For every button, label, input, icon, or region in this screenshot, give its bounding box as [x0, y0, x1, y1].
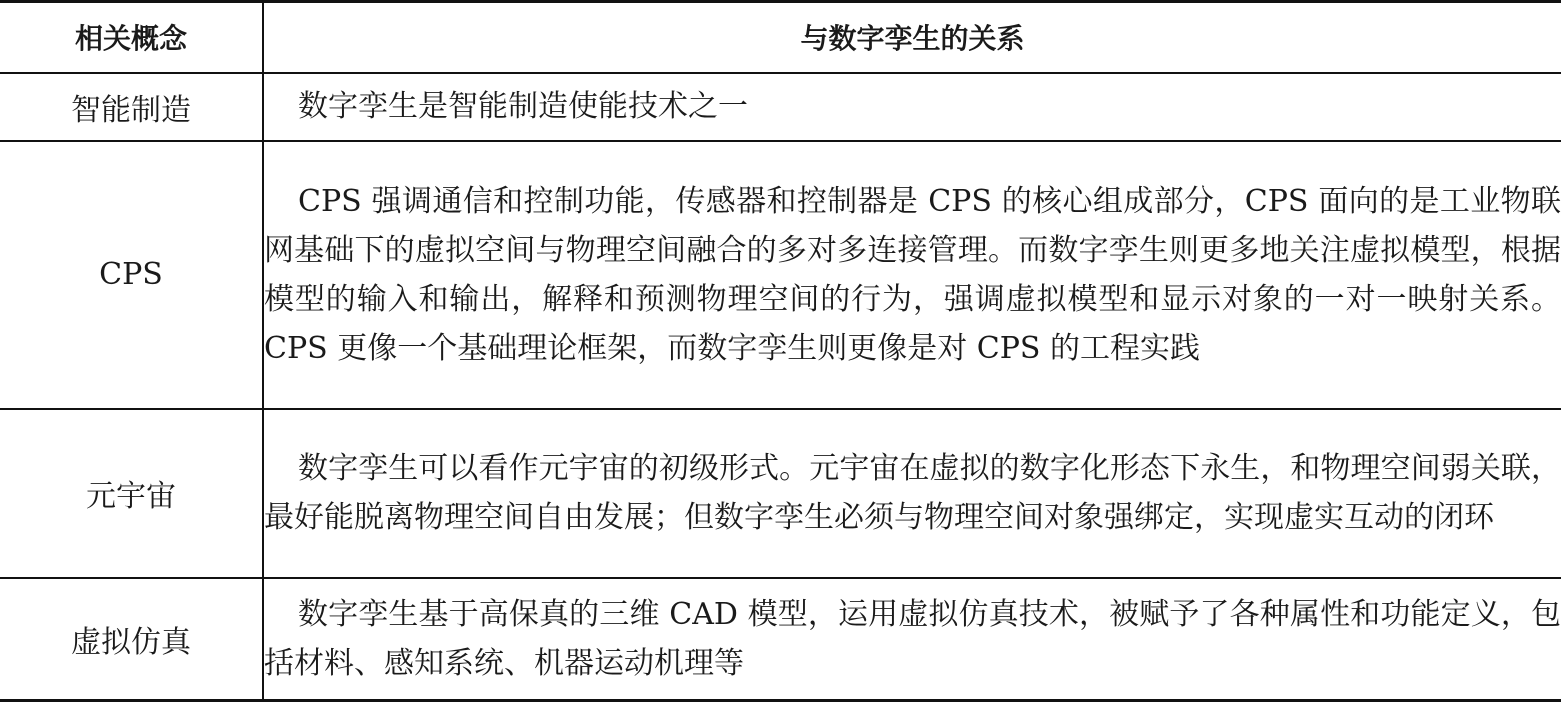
relation-cell: 数字孪生可以看作元宇宙的初级形式。元宇宙在虚拟的数字化形态下永生，和物理空间弱关联，最好能脱离物理空间自由发展；但数字孪生必须与物理空间对象强绑定，实现虚实互动的闭环 — [263, 409, 1561, 578]
concept-cell: 元宇宙 — [0, 409, 263, 578]
relation-cell: CPS 强调通信和控制功能，传感器和控制器是 CPS 的核心组成部分，CPS 面向的是工业物联网基础下的虚拟空间与物理空间融合的多对多连接管理。而数字孪生则更多地关注虚拟模型，根据模型的输入和输出，解释和预测物理空间的行为，强调虚拟模型和显示对象的一对一映射关系。CPS 更像一个基础理论框架，而数字孪生则更像是对 CPS 的工程实践 — [263, 141, 1561, 409]
table-row — [0, 141, 1561, 409]
relation-cell: 数字孪生基于高保真的三维 CAD 模型，运用虚拟仿真技术，被赋予了各种属性和功能定义，包括材料、感知系统、机器运动机理等 — [263, 578, 1561, 701]
header-relation: 与数字孪生的关系 — [263, 2, 1561, 73]
table-row — [0, 73, 1561, 141]
header-related-concept: 相关概念 — [0, 2, 263, 73]
relation-cell: 数字孪生是智能制造使能技术之一 — [263, 73, 1561, 141]
table-row — [0, 409, 1561, 578]
table-row — [0, 578, 1561, 701]
concept-cell: 虚拟仿真 — [0, 578, 263, 701]
concept-cell: 智能制造 — [0, 73, 263, 141]
table-header-row — [0, 2, 1561, 73]
concept-cell: CPS — [0, 141, 263, 409]
